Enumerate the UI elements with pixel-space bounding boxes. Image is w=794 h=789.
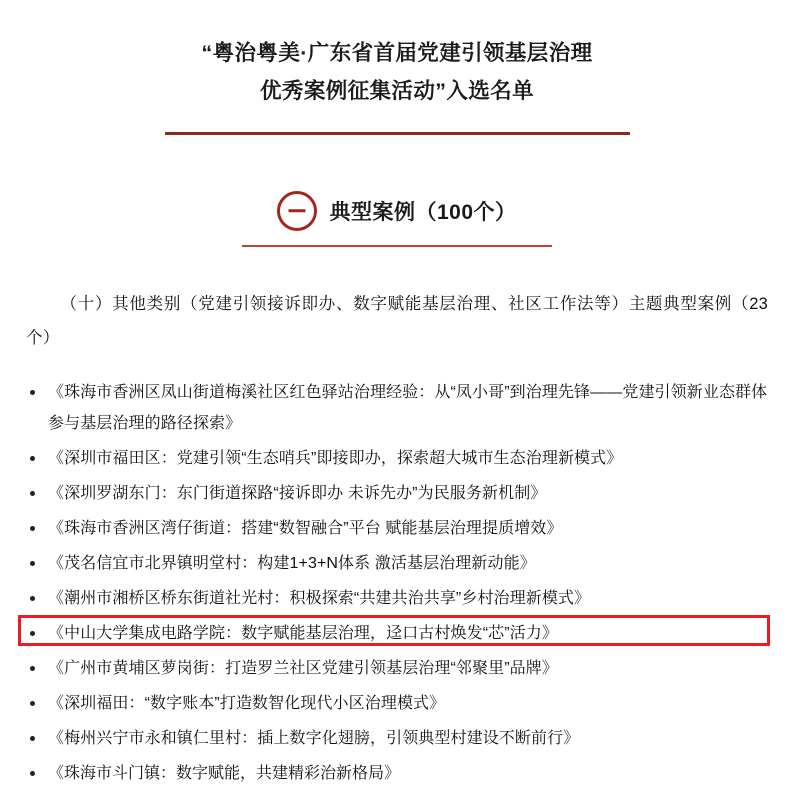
list-item-text: 《珠海市斗门镇：数字赋能，共建精彩治新格局》 <box>48 764 401 782</box>
list-item <box>26 723 768 754</box>
title-line-1: “粤治粤美·广东省首届党建引领基层治理 <box>201 41 593 65</box>
minus-circle-icon <box>277 191 317 231</box>
title-line-2: 优秀案例征集活动”入选名单 <box>260 79 534 103</box>
bullet-icon <box>30 390 35 395</box>
case-list <box>26 377 768 754</box>
bullet-icon <box>30 666 35 671</box>
subsection-text: （十）其他类别（党建引领接诉即办、数字赋能基层治理、社区工作法等）主题典型案例（23个） <box>26 294 768 347</box>
list-item <box>26 688 768 719</box>
list-item-text: 《潮州市湘桥区桥东街道社光村：积极探索“共建共治共享”乡村治理新模式》 <box>48 589 591 607</box>
bullet-icon <box>30 596 35 601</box>
list-item-text: 《珠海市香洲区凤山街道梅溪社区红色驿站治理经验：从“凤小哥”到治理先锋——党建引领新业态群体参与基层治理的路径探索》 <box>48 383 768 432</box>
list-item-text: 《中山大学集成电路学院：数字赋能基层治理，迳口古村焕发“芯”活力》 <box>48 624 558 642</box>
bullet-icon <box>30 736 35 741</box>
list-item-text: 《深圳市福田区：党建引领“生态哨兵”即接即办，探索超大城市生态治理新模式》 <box>48 449 623 467</box>
list-item <box>26 583 768 614</box>
bullet-icon <box>30 631 35 636</box>
list-item <box>26 513 768 544</box>
section-title: 典型案例（100个） <box>329 200 517 224</box>
list-item-text: 《深圳福田：“数字账本”打造数智化现代小区治理模式》 <box>48 694 446 712</box>
list-item-text: 《深圳罗湖东门：东门街道探路“接诉即办 未诉先办”为民服务新机制》 <box>48 484 547 502</box>
list-item-text: 《广州市黄埔区萝岗街：打造罗兰社区党建引领基层治理“邻聚里”品牌》 <box>48 659 558 677</box>
bullet-icon <box>30 561 35 566</box>
list-item-text: 《梅州兴宁市永和镇仁里村：插上数字化翅膀，引领典型村建设不断前行》 <box>48 729 580 747</box>
section-divider <box>242 245 552 247</box>
bullet-icon <box>30 701 35 706</box>
list-item <box>26 443 768 474</box>
bullet-icon <box>30 491 35 496</box>
bullet-icon <box>30 526 35 531</box>
document-title-block <box>162 0 632 135</box>
subsection-heading <box>26 287 768 355</box>
highlighted-list-item <box>26 618 768 649</box>
clipped-list-item <box>26 758 768 782</box>
bullet-icon <box>30 771 35 776</box>
bullet-icon <box>30 456 35 461</box>
section-heading <box>232 135 562 247</box>
list-item-text: 《珠海市香洲区湾仔街道：搭建“数智融合”平台 赋能基层治理提质增效》 <box>48 519 563 537</box>
list-item <box>26 548 768 579</box>
list-item-text: 《茂名信宜市北界镇明堂村：构建1+3+N体系 激活基层治理新动能》 <box>48 554 536 572</box>
list-item <box>26 478 768 509</box>
list-item <box>26 377 768 439</box>
list-item <box>26 653 768 684</box>
